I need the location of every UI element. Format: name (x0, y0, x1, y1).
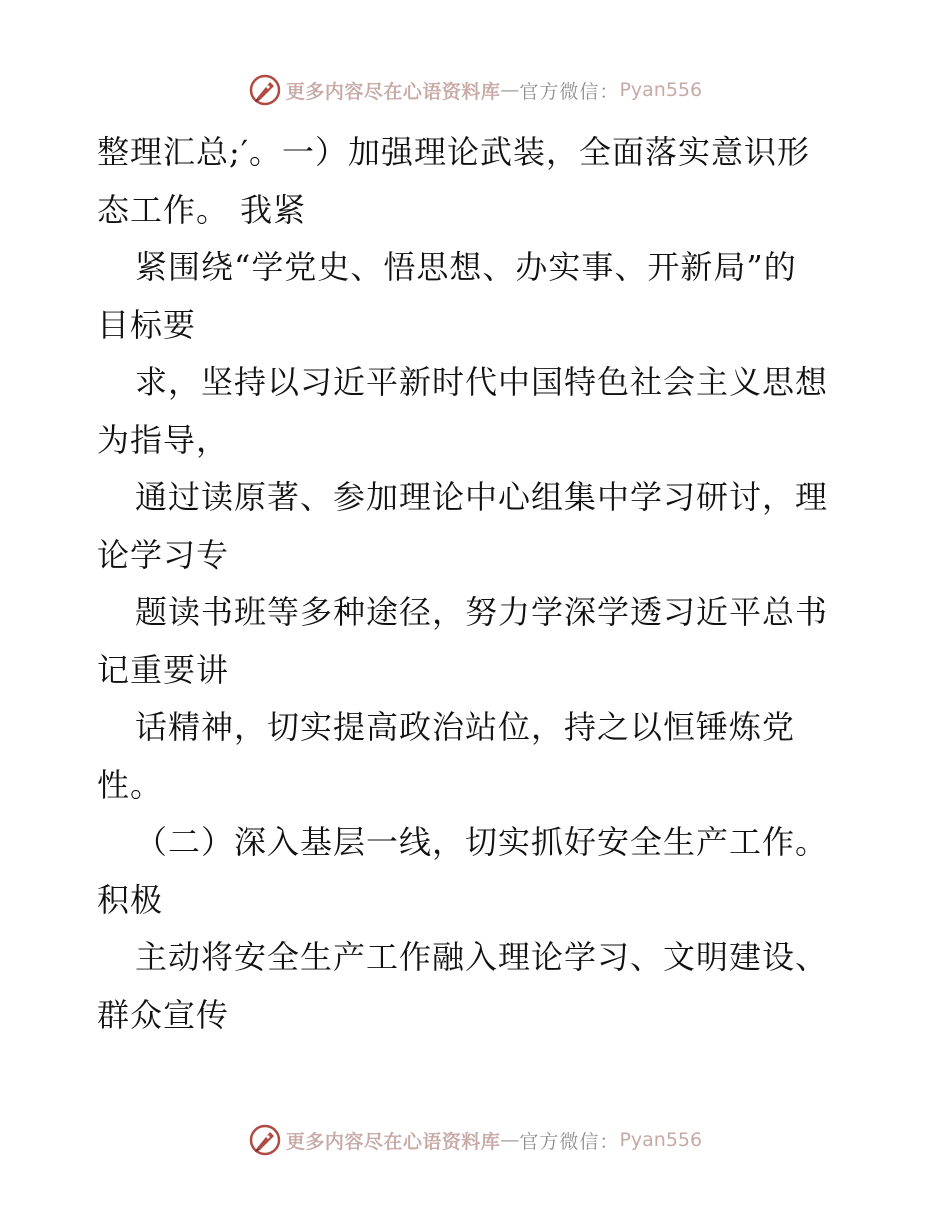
wechat-id: Pyan556 (619, 79, 703, 101)
wechat-id: Pyan556 (619, 1129, 703, 1151)
footer-watermark (0, 1120, 950, 1160)
text-line: 积极 (97, 880, 164, 919)
document-body (97, 124, 857, 1044)
text-line: 记重要讲 (97, 650, 230, 689)
pen-nib-logo-icon (248, 1123, 282, 1157)
wechat-label: 官方微信： (519, 80, 620, 103)
pen-nib-logo-icon (248, 73, 282, 107)
text-line: 话精神，切实提高政治站位，持之以恒锤炼党 (135, 708, 796, 746)
text-line: 为指导， (97, 420, 230, 459)
text-line: 群众宣传 (97, 995, 230, 1034)
watermark-text: 更多内容尽在心语资料库 (285, 1130, 501, 1153)
header-watermark (0, 70, 950, 110)
watermark-text: 更多内容尽在心语资料库 (285, 80, 501, 103)
text-line: 目标要 (97, 305, 197, 344)
text-line: 态工作。 我紧 (97, 190, 307, 229)
watermark-separator: — (500, 79, 520, 101)
text-line: （二）深入基层一线，切实抓好安全生产工作。 (135, 823, 829, 861)
text-line: 紧围绕“学党史、悟思想、办实事、开新局”的 (135, 248, 797, 286)
text-line: 性。 (97, 765, 164, 804)
watermark-separator: — (500, 1129, 520, 1151)
text-line: 论学习专 (97, 535, 230, 574)
text-line: 通过读原著、参加理论中心组集中学习研讨，理 (135, 478, 829, 516)
text-line: 求，坚持以习近平新时代中国特色社会主义思想 (135, 363, 829, 401)
text-line: 整理汇总;′。一）加强理论武装，全面落实意识形 (97, 133, 811, 171)
text-line: 题读书班等多种途径，努力学深学透习近平总书 (135, 593, 829, 631)
wechat-label: 官方微信： (519, 1130, 620, 1153)
text-line: 主动将安全生产工作融入理论学习、文明建设、 (135, 938, 829, 976)
